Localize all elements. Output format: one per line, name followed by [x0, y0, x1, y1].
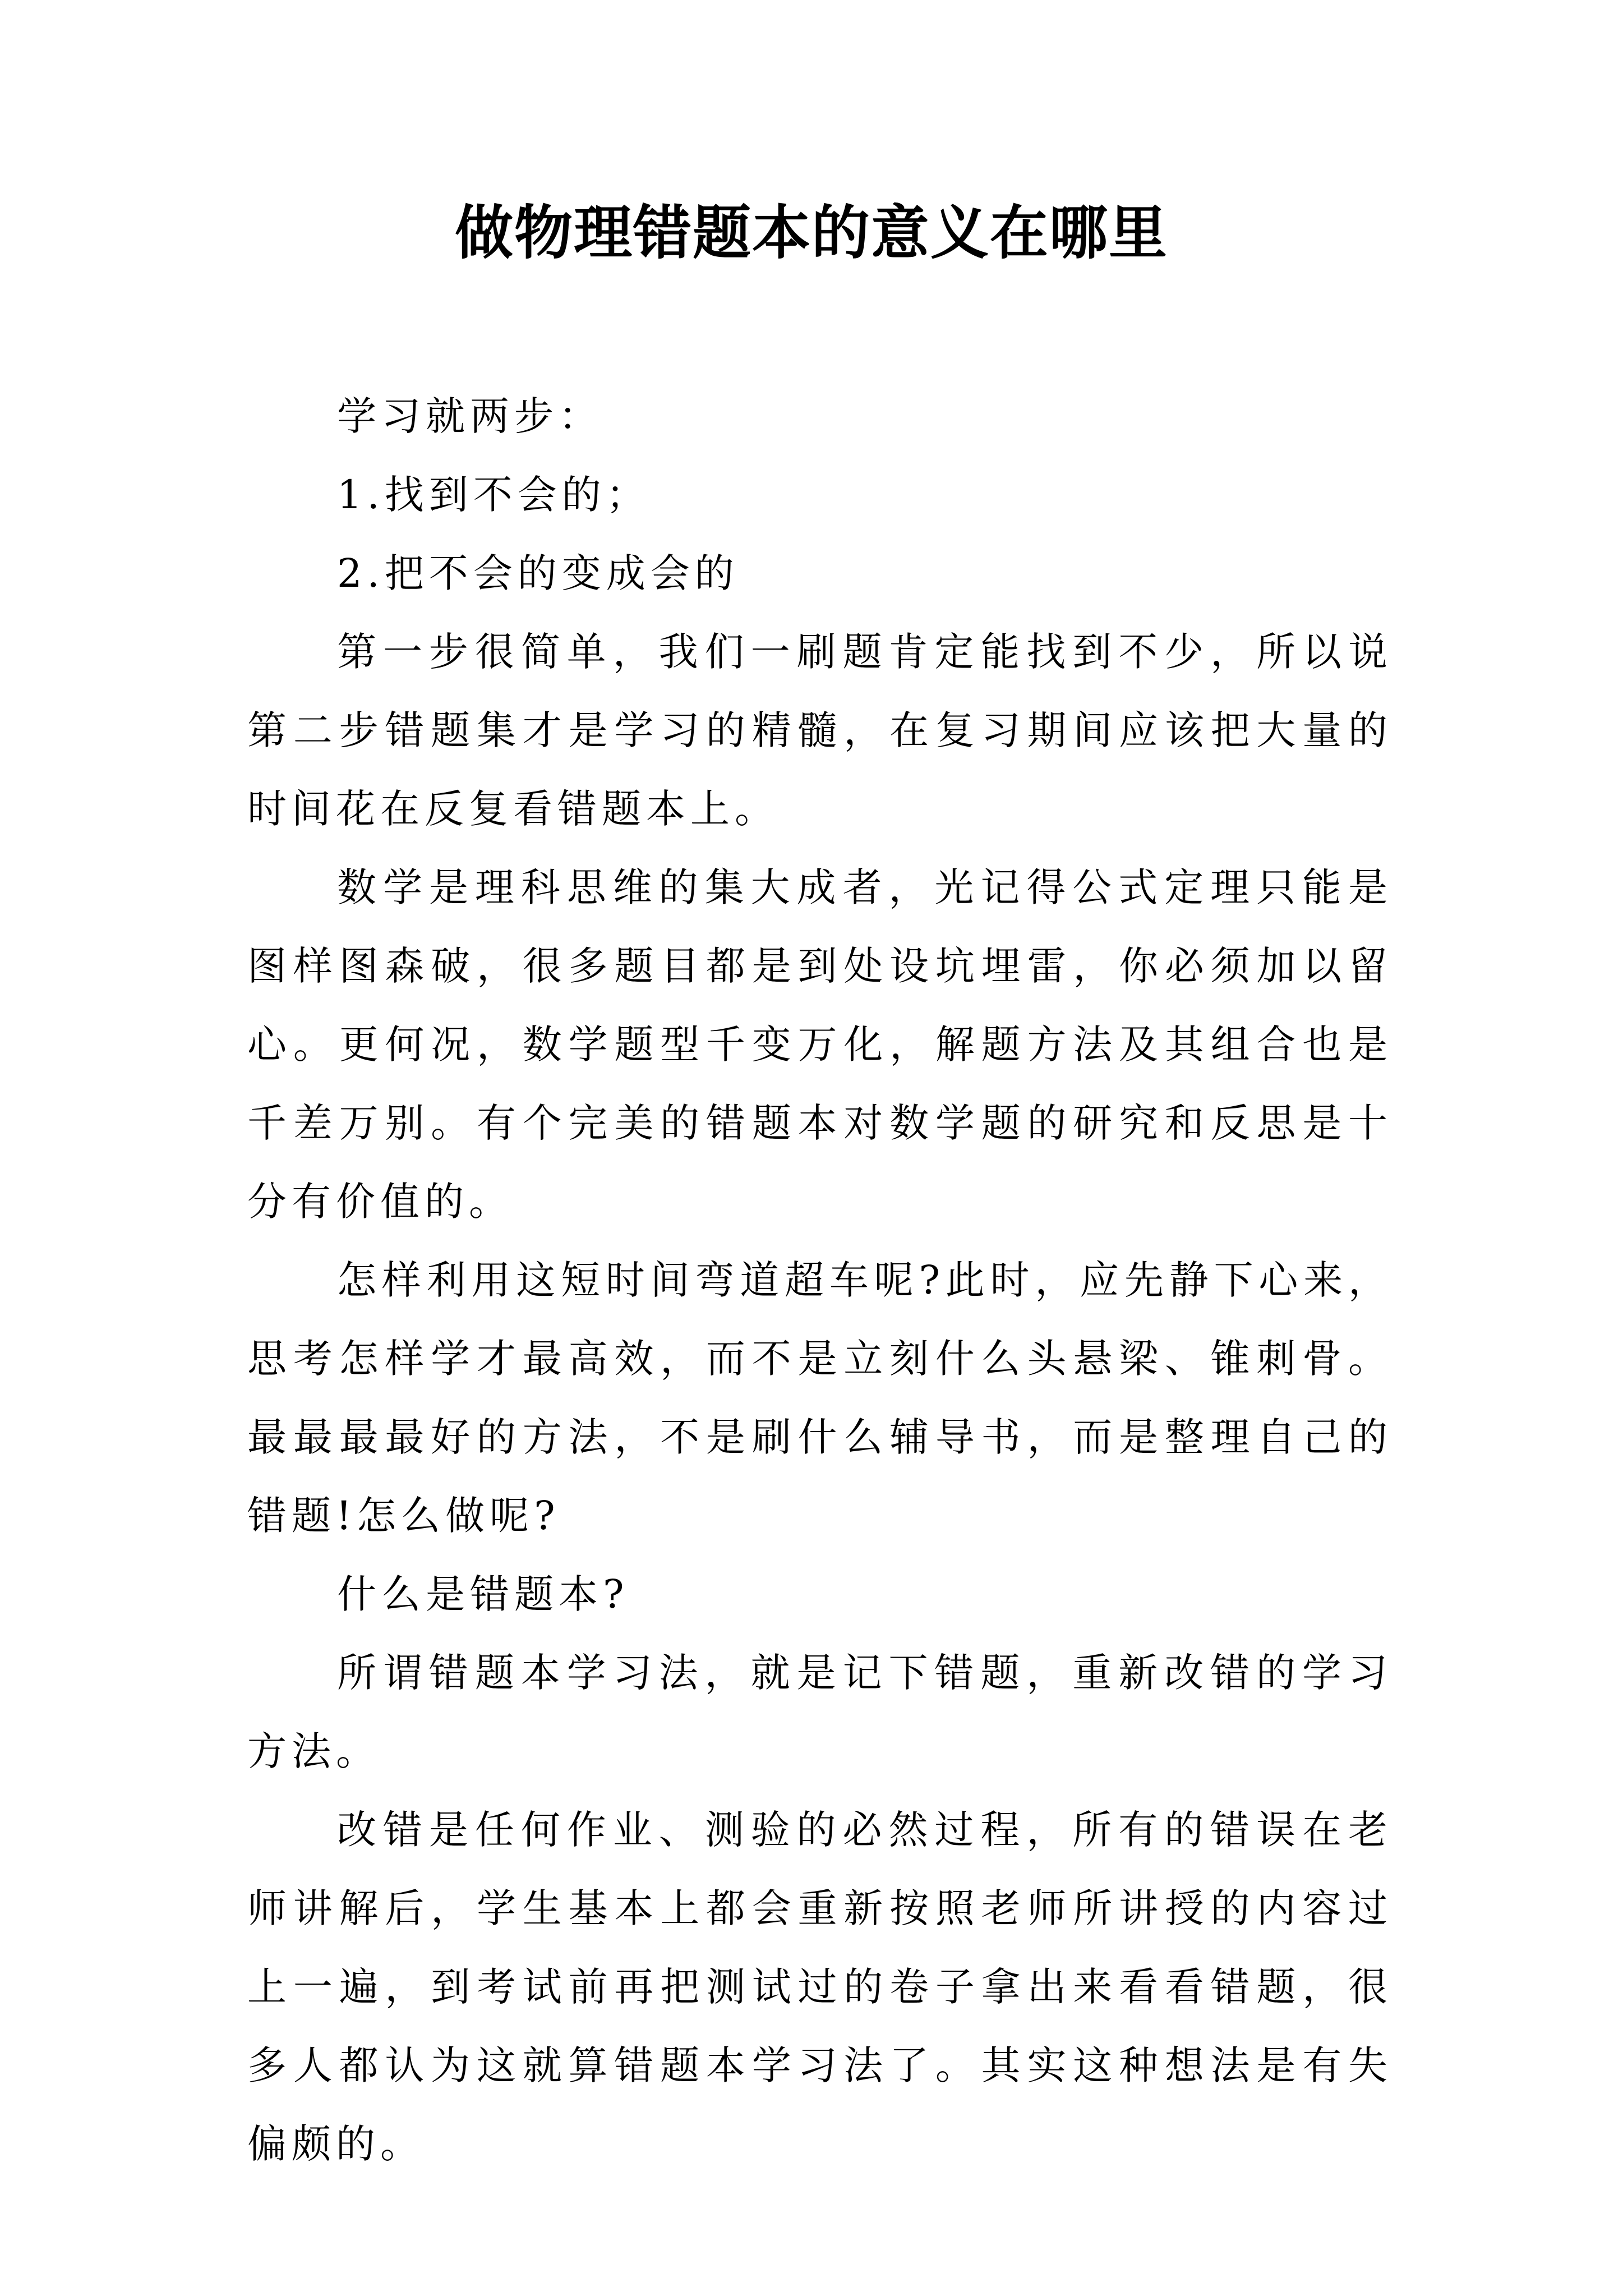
paragraph: 所谓错题本学习法，就是记下错题，重新改错的学习方法。	[247, 1650, 1393, 1774]
list-item: 2.把不会的变成会的	[337, 550, 739, 596]
paragraph: 第一步很简单，我们一刷题肯定能找到不少，所以说第二步错题集才是学习的精髓，在复习期间应该把大量的时间花在反复看错题本上。	[247, 629, 1393, 832]
document-title: 做物理错题本的意义在哪里	[454, 199, 1168, 267]
paragraph: 怎样利用这短时间弯道超车呢?此时，应先静下心来，思考怎样学才最高效，而不是立刻什么头悬梁、锥刺骨。最最最最好的方法，不是刷什么辅导书，而是整理自己的错题!怎么做呢?	[247, 1257, 1393, 1539]
paragraph: 学习就两步：	[337, 393, 603, 439]
paragraph: 数学是理科思维的集大成者，光记得公式定理只能是图样图森破，很多题目都是到处设坑埋雷，你必须加以留心。更何况，数学题型千变万化，解题方法及其组合也是千差万别。有个完美的错题本对数学题的研究和反思是十分有价值的。	[247, 864, 1393, 1225]
list-item: 1.找到不会的；	[337, 472, 651, 518]
document-body	[247, 377, 1393, 2183]
paragraph: 改错是任何作业、测验的必然过程，所有的错误在老师讲解后，学生基本上都会重新按照老师所讲授的内容过上一遍，到考试前再把测试过的卷子拿出来看看错题，很多人都认为这就算错题本学习法了。其实这种想法是有失偏颇的。	[247, 1807, 1393, 2167]
paragraph: 什么是错题本?	[337, 1571, 629, 1617]
